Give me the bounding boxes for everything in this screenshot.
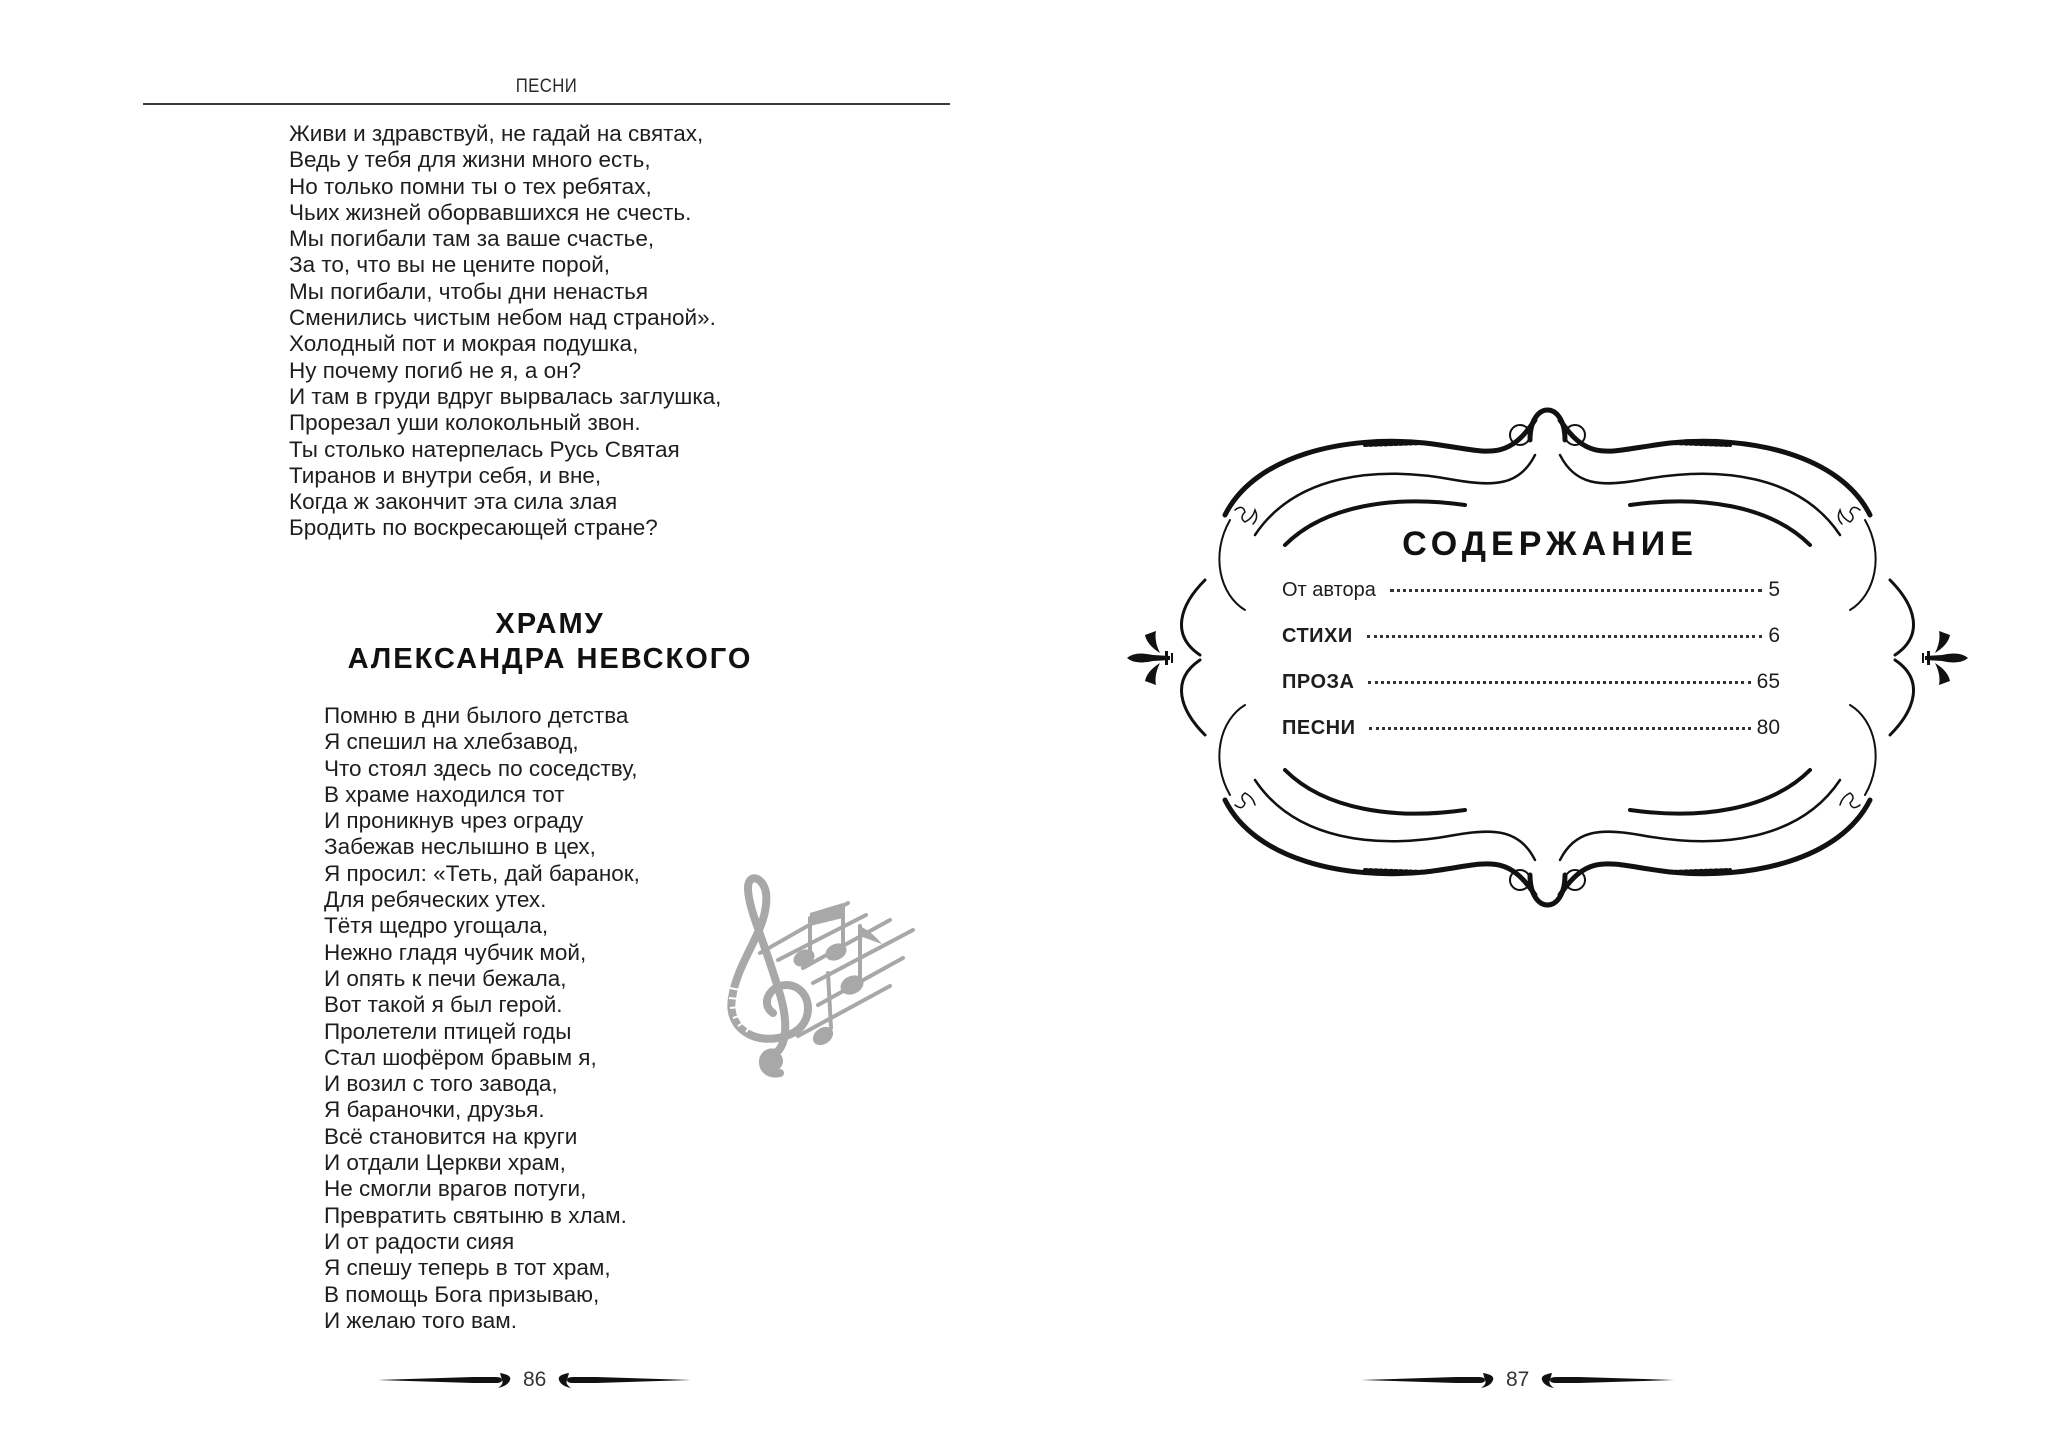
verse-line: За то, что вы не цените порой, [289,252,611,278]
toc-entry-page: 5 [1768,578,1780,601]
verse-line: И опять к печи бежала, [324,965,567,991]
verse-line: Стал шофёром бравым я, [324,1044,597,1070]
toc-entry-prose[interactable] [1282,670,1780,716]
verse-line: Нежно гладя чубчик мой, [324,939,587,965]
verse-line: Я бараночки, друзья. [324,1097,545,1123]
verse-line: И возил с того завода, [324,1071,558,1097]
verse-line: Холодный пот и мокрая подушка, [289,331,639,357]
verse-line: Но только помни ты о тех ребятах, [289,173,652,199]
leader-dots [1367,635,1763,638]
running-head: ПЕСНИ [515,76,578,97]
verse-line: Я спешил на хлебзавод, [324,729,579,755]
toc-entry-songs[interactable] [1282,716,1780,762]
verse-line: Ты столько натерпелась Русь Святая [289,436,680,462]
poem-title-line1: ХРАМУ [495,608,605,640]
toc-entry-label: ПРОЗА [1282,671,1355,693]
verse-line: И там в груди вдруг вырвалась заглушка, [289,383,722,409]
verse-line: Сменились чистым небом над страной». [289,305,716,331]
page-number-right [1361,1368,1674,1392]
header-rule [143,103,950,105]
verse-line: В помощь Бога призываю, [324,1281,600,1307]
flourish-left-icon [1361,1370,1496,1390]
verse-line: Тётя щедро угощала, [324,913,549,939]
toc-entry-poems[interactable] [1282,624,1780,670]
verse-line: Превратить святыню в хлам. [324,1202,627,1228]
verse-line: Для ребяческих утех. [324,887,547,913]
leader-dots [1368,681,1750,684]
verse-line: И желаю того вам. [324,1307,517,1333]
verse-line: Мы погибали, чтобы дни ненастья [289,278,649,304]
leader-dots [1369,727,1750,730]
page-number: 87 [1506,1368,1530,1391]
toc-entry-page: 65 [1756,670,1780,693]
verse-line: Я спешу теперь в тот храм, [324,1255,611,1281]
toc-entry-label: ПЕСНИ [1282,717,1356,739]
poem-title-line2: АЛЕКСАНДРА НЕВСКОГО [347,643,753,675]
verse-line: В храме находился тот [324,781,565,807]
verse-line: Пролетели птицей годы [324,1018,572,1044]
page-number-left [378,1368,691,1392]
toc-entry-from-author[interactable] [1282,578,1780,624]
verse-line: Ну почему погиб не я, а он? [289,357,582,383]
table-of-contents [1282,578,1780,762]
verse-line: Когда ж закончит эта сила злая [289,489,618,515]
poem-title [300,607,800,677]
toc-entry-label: От автора [1282,579,1376,601]
flourish-right-icon [556,1370,691,1390]
verse-line: Бродить по воскресающей стране? [289,515,658,541]
flourish-right-icon [1539,1370,1674,1390]
verse-line: Прорезал уши колокольный звон. [289,410,641,436]
flourish-left-icon [378,1370,513,1390]
verse-line: Не смогли врагов потуги, [324,1176,587,1202]
verse-line: Всё становится на круги [324,1123,578,1149]
toc-entry-label: СТИХИ [1282,625,1353,647]
verse-line: Я просил: «Теть, дай баранок, [324,860,640,886]
verse-line: Забежав неслышно в цех, [324,834,596,860]
page-number: 86 [523,1368,547,1391]
verse-line: Помню в дни былого детства [324,703,629,728]
verse-line: Тиранов и внутри себя, и вне, [289,462,602,488]
poem-body [324,703,640,1334]
verse-line: И от радости сияя [324,1228,515,1254]
verse-line: Что стоял здесь по соседству, [324,755,638,781]
toc-title: СОДЕРЖАНИЕ [1402,525,1698,563]
leader-dots [1390,589,1762,592]
toc-entry-page: 80 [1756,716,1780,739]
verse-line: Ведь у тебя для жизни много есть, [289,147,651,173]
verse-line: И отдали Церкви храм, [324,1150,566,1176]
verse-line: И проникнув чрез ограду [324,808,584,834]
treble-clef-icon [718,868,928,1098]
verse-continued [289,121,721,542]
toc-entry-page: 6 [1768,624,1780,647]
verse-line: Вот такой я был герой. [324,992,563,1018]
verse-line: Живи и здравствуй, не гадай на святах, [289,121,704,146]
verse-line: Чьих жизней оборвавшихся не счесть. [289,199,692,225]
verse-line: Мы погибали там за ваше счастье, [289,226,655,252]
